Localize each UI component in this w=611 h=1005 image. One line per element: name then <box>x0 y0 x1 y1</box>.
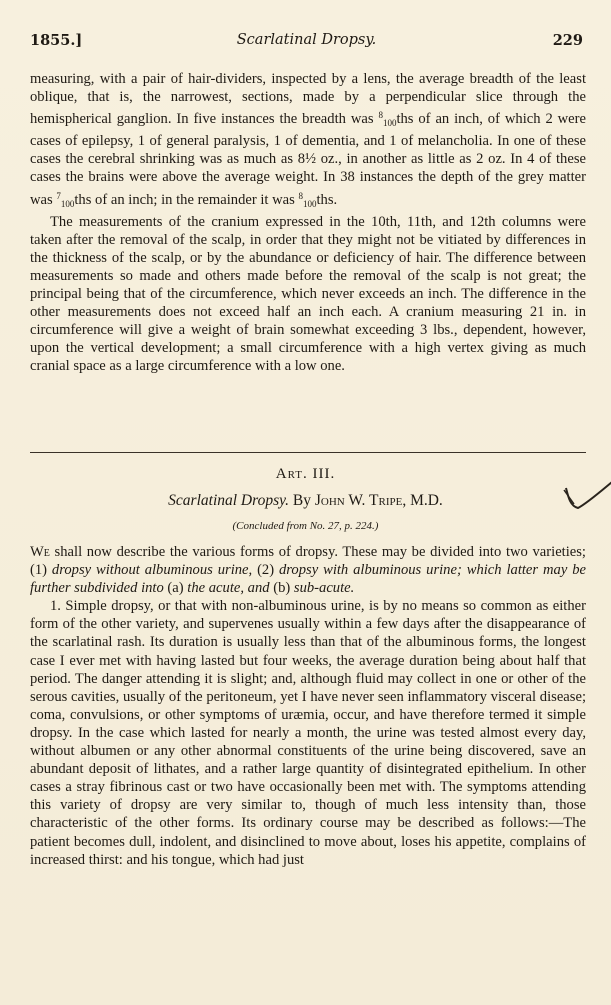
text-run: ths of an inch; in the remainder it was <box>74 191 299 208</box>
fraction <box>378 110 397 129</box>
paragraph-measuring <box>30 70 586 213</box>
article-degree: M.D. <box>410 492 443 509</box>
section-dropsy <box>30 543 586 869</box>
page-number: 229 <box>552 32 583 49</box>
text-run: ths. <box>316 191 338 208</box>
article-note: (Concluded from No. 27, p. 224.) <box>232 520 379 532</box>
text-run-italic: dropsy without albuminous urine, <box>51 562 253 579</box>
fraction-denominator: 100 <box>60 198 75 209</box>
fraction-denominator: 100 <box>382 118 397 129</box>
article-number: Art. III. <box>275 466 336 482</box>
fraction-numerator: 8 <box>378 110 383 121</box>
paragraph-intro <box>30 543 586 597</box>
text-run: ths of an inch, of which 2 were cases of epilepsy, 1 of general paralysis, 1 of dementia, and 1 of melancholia. In one of these cases the cerebral shrinking was as much as 8½ oz., in another as little as 2 oz. In 4 of these cases the brains were above the average weight. In 38 instances the depth of the grey matter was <box>30 111 587 208</box>
text-run: (2) <box>252 562 279 579</box>
paragraph-simple-dropsy: 1. Simple dropsy, or that with non-albuminous urine, is by no means so common as either form of the other variety, and supervenes usually within a few days after the disappearance of the scarlatinal rash. Its duration is usually less than that of the albuminous forms, the longest case I ever met with having lasted but four weeks, the average duration being about half that period. The danger attending it is slight; and, although fluid may collect in one or other of the serous cavities, usually of the peritoneum, yet I have never seen inflammatory visceral disease; coma, convulsions, or other symptoms of uræmia, occur, and have therefore termed it simple dropsy. In the case which lasted for nearly a month, the urine was tested almost every day, without albumen or any other abnormal constituents of the urine being discovered, save an abundant deposit of lithates, and a rather large quantity of disintegrated epithelium. In other cases a stray fibrinous cast or two have occasionally been met with. The symptoms attending this variety of dropsy are very similar to, though of much less intensity than, those characteristic of the other forms. Its ordinary course may be described as follows:—The patient becomes dull, indolent, and disinclined to move about, loses his appetite, complains of increased thirst: and his tongue, which had just <box>30 598 586 868</box>
text-run-italic: dropsy with albuminous urine; which latter may be further subdivided into <box>30 562 586 597</box>
text-run: (b) <box>269 580 294 597</box>
text-run: (a) <box>163 580 188 597</box>
text-run: shall now describe the various forms of dropsy. These may be divided into two varieties; (1) <box>30 544 586 579</box>
section-cranium <box>30 70 586 376</box>
article-title: Scarlatinal Dropsy. <box>168 492 290 509</box>
text-run-italic: the acute, and <box>187 580 270 597</box>
text-run-italic: sub-acute. <box>293 580 355 597</box>
fraction-denominator: 100 <box>302 198 317 209</box>
text-run: measuring, with a pair of hair-dividers, inspected by a lens, the average breadth of the least oblique, that is, the narrowest, sections, made by a perpendicular slice through the hemispherical ganglion. In five instances the breadth was <box>30 71 586 128</box>
drop-word: We <box>30 544 50 560</box>
fraction <box>298 190 317 209</box>
running-head <box>30 32 583 52</box>
article-author: John W. Tripe, <box>314 492 407 509</box>
handwritten-checkmark <box>556 478 611 518</box>
section-divider <box>30 452 586 453</box>
header-year: 1855.] <box>30 32 83 49</box>
article-title-line <box>0 492 611 510</box>
fraction-numerator: 7 <box>56 190 61 201</box>
paragraph-cranium-measurements: The measurements of the cranium expressed in the 10th, 11th, and 12th columns were taken after the removal of the scalp, in order that they might not be vitiated by differences in the thickness of the scalp, or by the abundance or deficiency of hair. The difference between measurements so made and others made before the removal of the scalp is not great; the principal being that of the circumference, which never exceeds an inch. The difference in the other measurements does not exceed half an inch each. A cranium measuring 21 in. in circumference will give a weight of brain somewhat exceeding 3 lbs., dependent, however, upon the vertical development; a small circumference with a high vertex giving as much cranial space as a large circumference with a low one. <box>30 213 586 375</box>
fraction-numerator: 8 <box>298 190 303 201</box>
fraction <box>56 190 75 209</box>
article-by: By <box>292 492 311 509</box>
header-title: Scarlatinal Dropsy. <box>236 32 377 48</box>
article-heading <box>0 466 611 483</box>
